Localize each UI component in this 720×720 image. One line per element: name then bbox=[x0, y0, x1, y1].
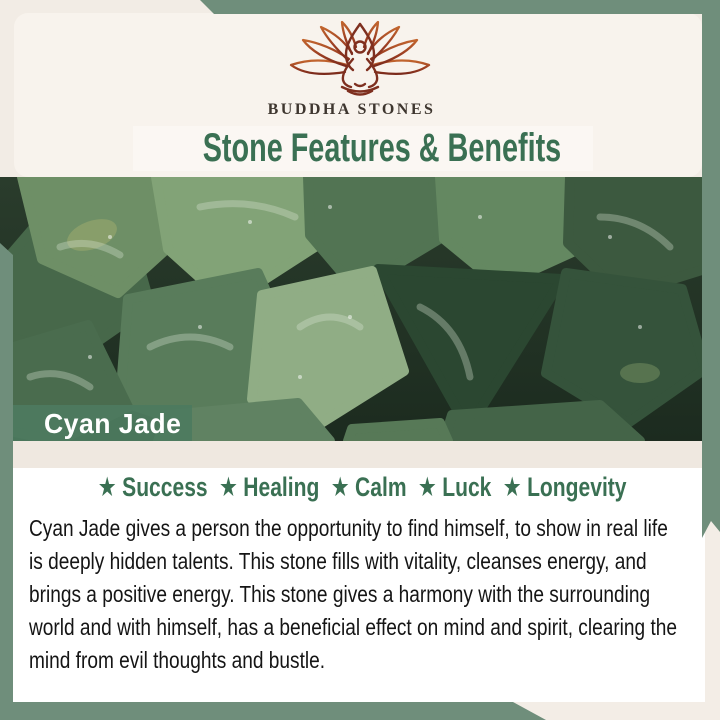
benefit-label: Longevity bbox=[526, 472, 627, 502]
jade-stones-illustration bbox=[0, 177, 705, 441]
jade-stones-photo bbox=[0, 177, 705, 441]
description-line: is deeply hidden talents. This stone fills with vitality, cleanses energy, and bbox=[29, 548, 647, 574]
description-line: brings a positive energy. This stone gives a harmony with the surrounding bbox=[29, 581, 651, 607]
lotus-meditation-icon bbox=[285, 20, 435, 98]
card-top-strip bbox=[13, 441, 705, 468]
description-line: Cyan Jade gives a person the opportunity to find himself, to show in real life bbox=[29, 515, 668, 541]
stone-name-label bbox=[0, 405, 192, 441]
brand-name: BUDDHA STONES bbox=[267, 101, 436, 118]
benefit-label: Luck bbox=[441, 472, 491, 502]
benefit-label: Healing bbox=[242, 472, 319, 502]
frame-accent-left bbox=[0, 243, 13, 720]
description-line: mind from evil thoughts and bustle. bbox=[29, 647, 326, 673]
description-card bbox=[13, 441, 705, 702]
benefit-label: Success bbox=[121, 472, 208, 502]
header-section bbox=[0, 0, 703, 177]
benefit-label: Calm bbox=[354, 472, 407, 502]
benefits-line bbox=[92, 469, 626, 506]
page-title: Stone Features & Benefits bbox=[202, 126, 562, 170]
description-line: world and with himself, has a beneficial effect on mind and spirit, clearing the bbox=[29, 614, 678, 640]
star-icon: ★ bbox=[330, 472, 350, 503]
stone-description bbox=[29, 512, 720, 677]
frame-accent-right bbox=[702, 14, 720, 540]
benefits-row bbox=[13, 469, 705, 505]
stone-name-text: Cyan Jade bbox=[44, 408, 182, 439]
star-icon: ★ bbox=[502, 472, 522, 503]
buddha-stones-logo bbox=[285, 20, 435, 98]
star-icon: ★ bbox=[218, 472, 238, 503]
star-icon: ★ bbox=[97, 472, 117, 503]
star-icon: ★ bbox=[417, 472, 437, 503]
frame-accent-bottom bbox=[0, 702, 546, 720]
section-title-banner bbox=[133, 126, 593, 171]
